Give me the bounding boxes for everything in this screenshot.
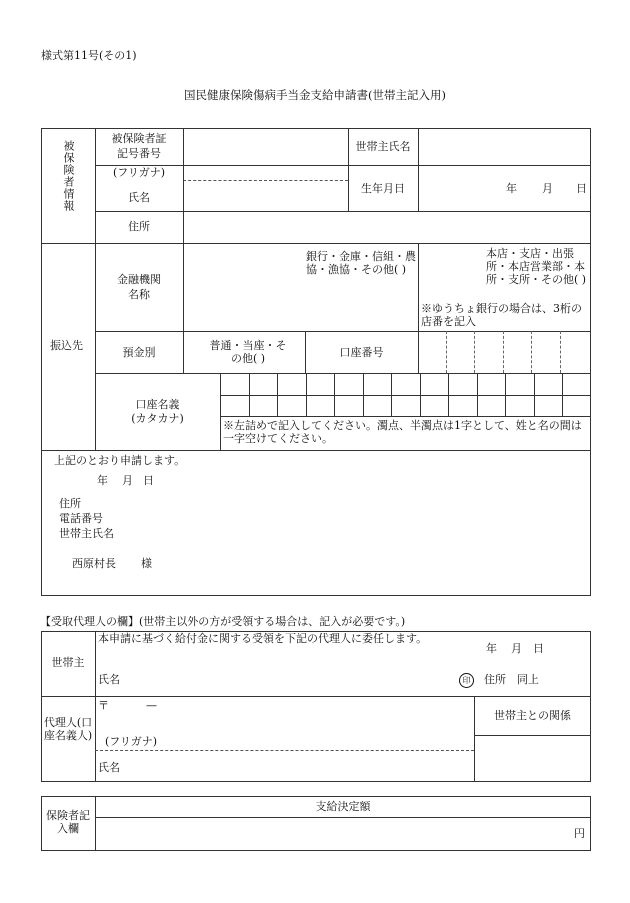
- account-number-field[interactable]: [419, 332, 590, 372]
- branch-name-field[interactable]: [419, 244, 485, 299]
- date-year: 年: [97, 474, 108, 487]
- deposit-type-label: 預金別: [122, 346, 156, 359]
- amount-field[interactable]: [96, 818, 566, 850]
- amount-label: 支給決定額: [315, 800, 371, 813]
- insurer-label: 保険者記入欄: [46, 809, 90, 835]
- application-statement: 上記のとおり申請します。: [54, 454, 186, 467]
- proxy-head-name-field[interactable]: [120, 668, 450, 692]
- yen-label: 円: [574, 827, 585, 840]
- proxy-date-month: 月: [511, 642, 522, 655]
- address-same: 住所 同上: [484, 673, 539, 686]
- furigana-label: (フリガナ): [112, 166, 166, 179]
- deposit-types[interactable]: 普通・当座・その他( ): [209, 339, 287, 365]
- birthdate-field[interactable]: [419, 166, 590, 210]
- postal-dash: —: [146, 699, 157, 712]
- account-holder-label-1: 口座名義: [135, 398, 180, 411]
- card-number-field[interactable]: [184, 129, 347, 164]
- agent-name-label: 氏名: [98, 761, 120, 774]
- account-number-label: 口座番号: [339, 346, 384, 359]
- bank-label-1: 金融機関: [117, 273, 161, 286]
- transfer-section-label: 振込先: [50, 339, 83, 352]
- address-label: 住所: [128, 220, 150, 233]
- household-head-name-field[interactable]: [419, 129, 590, 164]
- applicant-phone-label: 電話番号: [59, 512, 103, 525]
- yucho-note: ※ゆうちょ銀行の場合は、3桁の店番を記入: [421, 302, 582, 328]
- furigana-field[interactable]: [184, 166, 347, 180]
- form-title: 国民健康保険傷病手当金支給申請書(世帯主記入用): [184, 88, 446, 102]
- card-number-label-2: 記号番号: [117, 147, 161, 160]
- agent-furigana-label: (フリガナ): [105, 735, 158, 748]
- date-day: 日: [143, 474, 154, 487]
- branch-types: 本店・支店・出張所・本店営業部・本所・支所・その他( ): [486, 247, 587, 286]
- insured-section-label: 被保険者情報: [62, 140, 75, 212]
- birthdate-day: 日: [576, 182, 587, 195]
- form-number: 様式第11号(その1): [41, 49, 137, 62]
- delegation-text: 本申請に基づく給付金に関する受領を下記の代理人に委任します。: [98, 632, 428, 645]
- proxy-date-year: 年: [486, 642, 497, 655]
- addressee: 西原村長: [72, 557, 116, 570]
- honorific: 様: [141, 557, 152, 570]
- proxy-heading: 【受取代理人の欄】(世帯主以外の方が受領する場合は、記入が必要です。): [40, 615, 406, 628]
- bank-types: 銀行・金庫・信組・農協・漁協・その他( ): [306, 250, 416, 276]
- account-holder-field[interactable]: [221, 374, 590, 415]
- account-holder-label-2: (カタカナ): [131, 412, 184, 425]
- proxy-head-label: 世帯主: [51, 656, 85, 669]
- card-number-label-1: 被保険者証: [111, 132, 167, 145]
- proxy-name-label: 氏名: [98, 673, 120, 686]
- agent-name-field[interactable]: [125, 752, 472, 781]
- postal-mark: 〒: [98, 699, 109, 712]
- holder-note: ※左詰めで記入してください。濁点、半濁点は1字として、姓と名の間は一字空けてください。: [223, 419, 582, 445]
- birthdate-month: 月: [542, 182, 553, 195]
- agent-address-field[interactable]: [110, 698, 472, 732]
- birthdate-label: 生年月日: [361, 182, 405, 195]
- agent-label: 代理人(口座名義人): [43, 716, 93, 742]
- name-label: 氏名: [128, 191, 150, 204]
- seal-mark: 印: [459, 673, 474, 688]
- date-month: 月: [122, 474, 133, 487]
- bank-label-2: 名称: [128, 288, 150, 301]
- birthdate-year: 年: [506, 182, 517, 195]
- relation-label: 世帯主との関係: [494, 709, 571, 722]
- household-head-name-label: 世帯主氏名: [355, 140, 411, 153]
- address-field[interactable]: [184, 212, 590, 242]
- bank-name-field[interactable]: [184, 244, 304, 330]
- applicant-address-label: 住所: [59, 497, 81, 510]
- proxy-date-day: 日: [533, 642, 544, 655]
- name-field[interactable]: [184, 181, 347, 210]
- relation-field[interactable]: [475, 736, 590, 781]
- applicant-name-label: 世帯主氏名: [59, 527, 114, 540]
